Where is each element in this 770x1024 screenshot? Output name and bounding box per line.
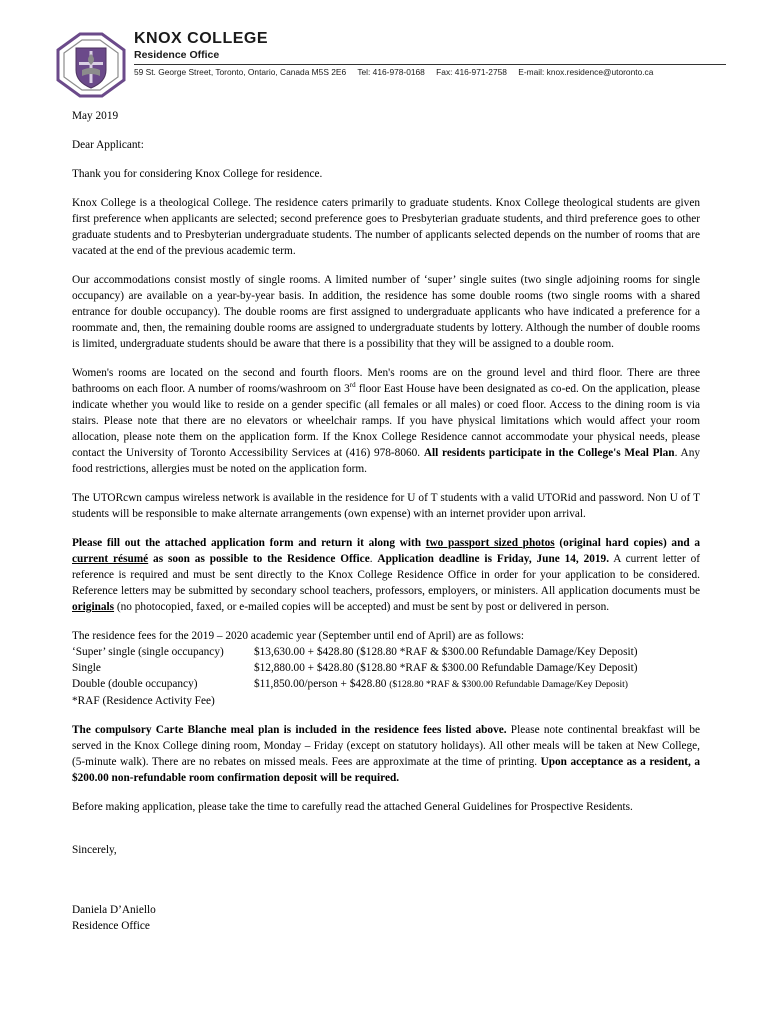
- fee-label: Double (double occupancy): [72, 678, 198, 690]
- meal-plan-details: Please note continental breakfast will be served in the Knox College dining room, Monday – Friday (except on statutory holidays). All other meals will be taken at New College, (5-minute walk). There are no rebates on missed meals. Fees are approximate at the time of printing.: [72, 724, 700, 768]
- paragraph-guidelines: Before making application, please take the time to carefully read the attached General Guidelines for Prospective Residents.: [72, 801, 633, 813]
- apply-text-1: Please fill out the attached application form and return it along with: [72, 537, 426, 549]
- letter-body: [72, 108, 700, 934]
- signature-space: [72, 858, 700, 902]
- fee-row: [72, 644, 638, 660]
- fee-amount-main: $11,850.00/person + $428.80: [254, 678, 390, 690]
- contact-line: [134, 67, 662, 77]
- telephone: Tel: 416-978-0168: [357, 67, 425, 77]
- paragraph-accommodations: Our accommodations consist mostly of single rooms. A limited number of ‘super’ single suites (two single adjoining rooms for single occupancy) are available on a year-by-year basis. In addition, the residence has some double rooms (two single rooms with a shared entrance for double occupancy). The double rooms are first assigned to undergraduate applicants who have indicated a preference for a roommate and, then, the remaining double rooms are assigned to undergraduate students by lottery. Although the number of double rooms is limited, undergraduate students should be aware that there is a possibility that they will be assigned to a double room.: [72, 274, 700, 350]
- meal-plan-included: The compulsory Carte Blanche meal plan is included in the residence fees listed above.: [72, 724, 507, 736]
- paragraph-rooms-floors: [72, 365, 700, 477]
- thanks-paragraph: Thank you for considering Knox College for residence.: [72, 168, 323, 180]
- rooms-text-a: Women's rooms are located on the second and fourth floors. Men's rooms are on the ground level and third floor. There are three bathrooms on each floor. A number of rooms/washroom on 3: [72, 367, 700, 395]
- raf-note: *RAF (Residence Activity Fee): [72, 695, 215, 707]
- paragraph-application-instructions: [72, 535, 700, 615]
- apply-text-2: (original hard copies) and a: [554, 537, 700, 549]
- signer-title: Residence Office: [72, 920, 150, 932]
- letterhead-divider: [134, 64, 726, 65]
- photos-requirement: two passport sized photos: [425, 537, 555, 549]
- paragraph-meal-plan: [72, 722, 700, 786]
- fee-row: [72, 660, 638, 676]
- college-name: KNOX COLLEGE: [134, 30, 269, 47]
- ordinal-suffix: rd: [349, 381, 356, 390]
- deposit-requirement: Upon acceptance as a resident, a $200.00 non-refundable room confirmation deposit will be required.: [72, 756, 700, 784]
- knox-college-crest-logo: [56, 32, 126, 98]
- fee-row: [72, 676, 638, 693]
- apply-text-3: as soon as possible to the Residence Office: [148, 553, 370, 565]
- application-deadline: Application deadline is Friday, June 14, 2019.: [377, 553, 610, 565]
- rooms-text-b: floor East House have been designated as co-ed. On the application, please indicate whether you would like to reside on a gender specific (all females or all males) or coed floor. Access to the dining room is via stairs. Please note that there are no elevators or wheelchair ramps. If you have physical limitations which would affect your room allocation, please note them on the application form. If the Knox College Residence cannot accommodate your physical needs, please contact the University of Toronto Accessibility Services at (416) 978-8060.: [72, 383, 700, 459]
- apply-text-4: .: [369, 553, 378, 565]
- closing: Sincerely,: [72, 844, 117, 856]
- fees-intro: The residence fees for the 2019 – 2020 academic year (September until end of April) are as follows:: [72, 630, 525, 642]
- resume-requirement: current résumé: [72, 553, 149, 565]
- fee-amount: $12,880.00 + $428.80 ($128.80 *RAF & $300.00 Refundable Damage/Key Deposit): [254, 662, 638, 674]
- fee-label: ‘Super’ single (single occupancy): [72, 646, 224, 658]
- fee-amount: $13,630.00 + $428.80 ($128.80 *RAF & $300.00 Refundable Damage/Key Deposit): [254, 646, 638, 658]
- fee-amount: [254, 676, 638, 693]
- letter-date: May 2019: [72, 110, 119, 122]
- paragraph-wireless: The UTORcwn campus wireless network is available in the residence for U of T students with a valid UTORid and password. Non U of T students will be responsible to make alternate arrangements (own expense) with an internet provider upon arrival.: [72, 492, 700, 520]
- office-name: Residence Office: [134, 49, 220, 61]
- originals-requirement: originals: [72, 601, 115, 613]
- salutation: Dear Applicant:: [72, 139, 144, 151]
- apply-text-6: (no photocopied, faxed, or e-mailed copies will be accepted) and must be sent by post or delivered in person.: [114, 601, 610, 613]
- email: E-mail: knox.residence@utoronto.ca: [518, 67, 654, 77]
- rooms-text-c: . Any food restrictions, allergies must be noted on the application form.: [72, 447, 701, 475]
- fees-table: [72, 644, 638, 709]
- fee-label: Single: [72, 662, 101, 674]
- letterhead: [56, 28, 726, 98]
- signer-name: Daniela D’Aniello: [72, 904, 156, 916]
- paragraph-theological-college: Knox College is a theological College. The residence caters primarily to graduate students. Knox College theological students are given first preference when applicants are selected; second preference goes to Presbyterian graduate students, and third preference goes to other graduate students and to Presbyterian undergraduate students. The number of applicants selected depends on the number of rooms that are vacated at the end of the previous academic term.: [72, 197, 700, 257]
- address: 59 St. George Street, Toronto, Ontario, Canada M5S 2E6: [134, 67, 347, 77]
- apply-text-5: A current letter of reference is required and must be sent directly to the Knox College Residence Office in order for your application to be considered. Reference letters may be submitted by secondary school teachers, professors, employers, or ministers. All application documents must be: [72, 553, 700, 597]
- fee-row: [72, 693, 638, 709]
- fax: Fax: 416-971-2758: [436, 67, 507, 77]
- meal-plan-emphasis: All residents participate in the College's Meal Plan: [423, 447, 675, 459]
- fee-amount-detail: ($128.80 *RAF & $300.00 Refundable Damage/Key Deposit): [389, 679, 628, 690]
